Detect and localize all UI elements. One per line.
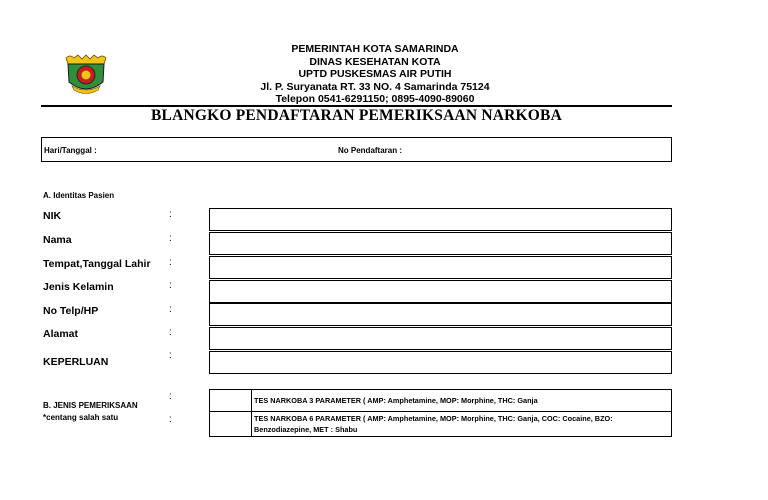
exam-column-divider: [251, 390, 252, 436]
exam-row-divider: [210, 411, 671, 412]
purpose-colon: :: [169, 350, 172, 361]
gender-colon: :: [169, 280, 172, 291]
phone-field[interactable]: [209, 303, 672, 326]
header-phone: Telepon 0541-6291150; 0895-4090-89060: [275, 93, 475, 105]
header-address: Jl. P. Suryanata RT. 33 NO. 4 Samarinda 75124: [260, 80, 490, 93]
exam-option-6-parameter: TES NARKOBA 6 PARAMETER ( AMP: Amphetamine, MOP: Morphine, THC: Ganja, COC: Cocaine, BZO: Benzodiazepine, MET : Shabu: [254, 414, 613, 434]
section-b-note: *centang salah satu: [43, 413, 119, 422]
address-field[interactable]: [209, 327, 672, 350]
address-label: Alamat: [43, 328, 79, 340]
exam-checkbox-6-parameter[interactable]: [210, 412, 251, 436]
name-label: Nama: [43, 234, 72, 246]
name-field[interactable]: [209, 232, 672, 255]
header-government: PEMERINTAH KOTA SAMARINDA: [291, 43, 459, 55]
birth-place-date-label: Tempat,Tanggal Lahir: [43, 258, 151, 270]
section-b-heading: B. JENIS PEMERIKSAAN: [43, 401, 138, 410]
exam-checkbox-3-parameter[interactable]: [210, 390, 251, 411]
registration-number-label: No Pendaftaran :: [338, 146, 403, 155]
header-department: DINAS KESEHATAN KOTA: [309, 55, 441, 68]
purpose-label: KEPERLUAN: [43, 356, 109, 368]
exam-colon-1: :: [169, 391, 172, 402]
exam-option-3-parameter: TES NARKOBA 3 PARAMETER ( AMP: Amphetamine, MOP: Morphine, THC: Ganja: [254, 396, 538, 405]
birth-place-date-field[interactable]: [209, 256, 672, 279]
nik-field[interactable]: [209, 208, 672, 231]
nik-colon: :: [169, 209, 172, 220]
header-unit: UPTD PUSKESMAS AIR PUTIH: [298, 68, 452, 80]
phone-label: No Telp/HP: [43, 305, 99, 317]
nik-label: NIK: [43, 210, 62, 222]
gender-label: Jenis Kelamin: [43, 281, 114, 293]
date-registration-box[interactable]: [41, 137, 672, 162]
birth-place-date-colon: :: [169, 257, 172, 268]
section-a-heading: A. Identitas Pasien: [43, 191, 115, 200]
purpose-field[interactable]: [209, 351, 672, 374]
form-title: BLANGKO PENDAFTARAN PEMERIKSAAN NARKOBA: [151, 107, 562, 124]
exam-options-table: [209, 389, 672, 437]
phone-colon: :: [169, 304, 172, 315]
city-emblem-logo: [62, 52, 110, 98]
gender-field[interactable]: [209, 280, 672, 303]
name-colon: :: [169, 233, 172, 244]
date-label: Hari/Tanggal :: [44, 146, 97, 155]
address-colon: :: [169, 327, 172, 338]
exam-colon-2: :: [169, 414, 172, 425]
